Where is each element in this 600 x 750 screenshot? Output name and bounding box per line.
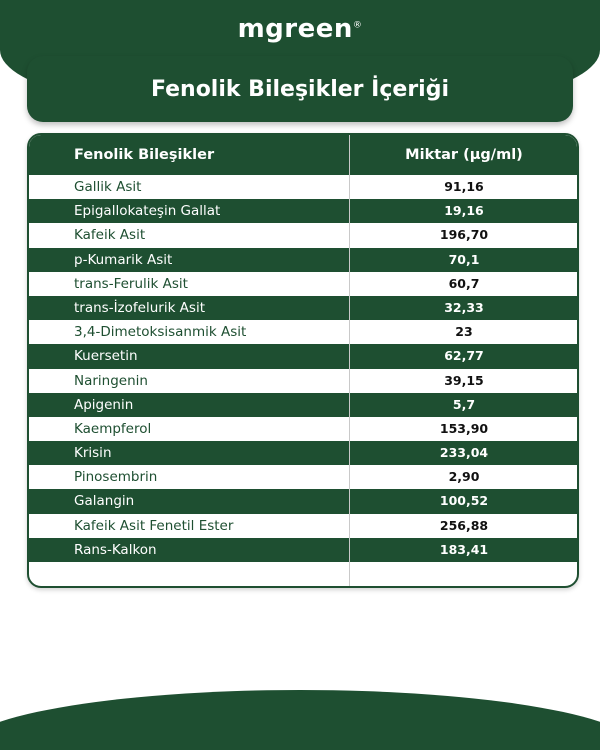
phenolic-table <box>27 133 579 588</box>
table-row <box>29 538 577 562</box>
compound-name: Kuersetin <box>74 348 138 365</box>
compound-name: Pinosembrin <box>74 469 158 486</box>
compound-name: Kafeik Asit Fenetil Ester <box>74 517 234 534</box>
table-row <box>29 344 577 368</box>
compound-name: trans-İzofelurik Asit <box>74 299 205 316</box>
table-row <box>29 296 577 320</box>
compound-amount: 62,77 <box>444 348 484 364</box>
table-row <box>29 489 577 513</box>
table-body <box>29 175 577 562</box>
compound-amount: 5,7 <box>452 396 476 412</box>
compound-amount: 91,16 <box>444 179 484 194</box>
table-row <box>29 441 577 465</box>
compound-name: Krisin <box>74 445 112 462</box>
table-row <box>29 393 577 417</box>
brand-logo-text: mgreen <box>237 14 353 44</box>
header-amount: Miktar (µg/ml) <box>405 147 523 163</box>
page-title: Fenolik Bileşikler İçeriği <box>150 76 450 102</box>
compound-name: 3,4-Dimetoksisanmik Asit <box>74 324 247 341</box>
table-row <box>29 369 577 393</box>
compound-amount: 196,70 <box>439 227 489 243</box>
compound-amount: 70,1 <box>448 251 480 267</box>
compound-name: trans-Ferulik Asit <box>74 275 188 292</box>
footer-background <box>0 690 600 750</box>
compound-amount: 256,88 <box>439 517 489 533</box>
table-row <box>29 465 577 489</box>
compound-amount: 153,90 <box>439 420 489 436</box>
compound-name: p-Kumarik Asit <box>74 251 173 268</box>
compound-amount: 39,15 <box>444 372 484 388</box>
table-row <box>29 320 577 344</box>
registered-mark: ® <box>352 20 363 31</box>
compound-amount: 19,16 <box>444 203 484 219</box>
compound-amount: 60,7 <box>448 275 480 291</box>
brand-logo <box>0 14 600 44</box>
table-row <box>29 514 577 538</box>
table-row <box>29 248 577 272</box>
table-row <box>29 199 577 223</box>
compound-amount: 233,04 <box>439 445 489 461</box>
header-compound: Fenolik Bileşikler <box>74 147 215 163</box>
title-banner <box>27 56 573 122</box>
compound-amount: 32,33 <box>444 299 484 315</box>
compound-amount: 183,41 <box>439 541 489 557</box>
table-row <box>29 175 577 199</box>
compound-name: Epigallokateşin Gallat <box>74 203 221 220</box>
compound-amount: 100,52 <box>439 493 489 509</box>
table-row <box>29 272 577 296</box>
compound-name: Gallik Asit <box>74 179 142 195</box>
compound-amount: 23 <box>455 324 473 340</box>
compound-name: Kafeik Asit <box>74 227 146 244</box>
table-row <box>29 417 577 441</box>
compound-name: Galangin <box>74 493 135 510</box>
compound-name: Apigenin <box>74 396 134 413</box>
table-header <box>29 135 577 175</box>
compound-amount: 2,90 <box>448 469 480 485</box>
compound-name: Naringenin <box>74 372 148 389</box>
column-divider <box>349 135 350 586</box>
table-row <box>29 223 577 247</box>
compound-name: Kaempferol <box>74 420 152 437</box>
compound-name: Rans-Kalkon <box>74 541 157 558</box>
